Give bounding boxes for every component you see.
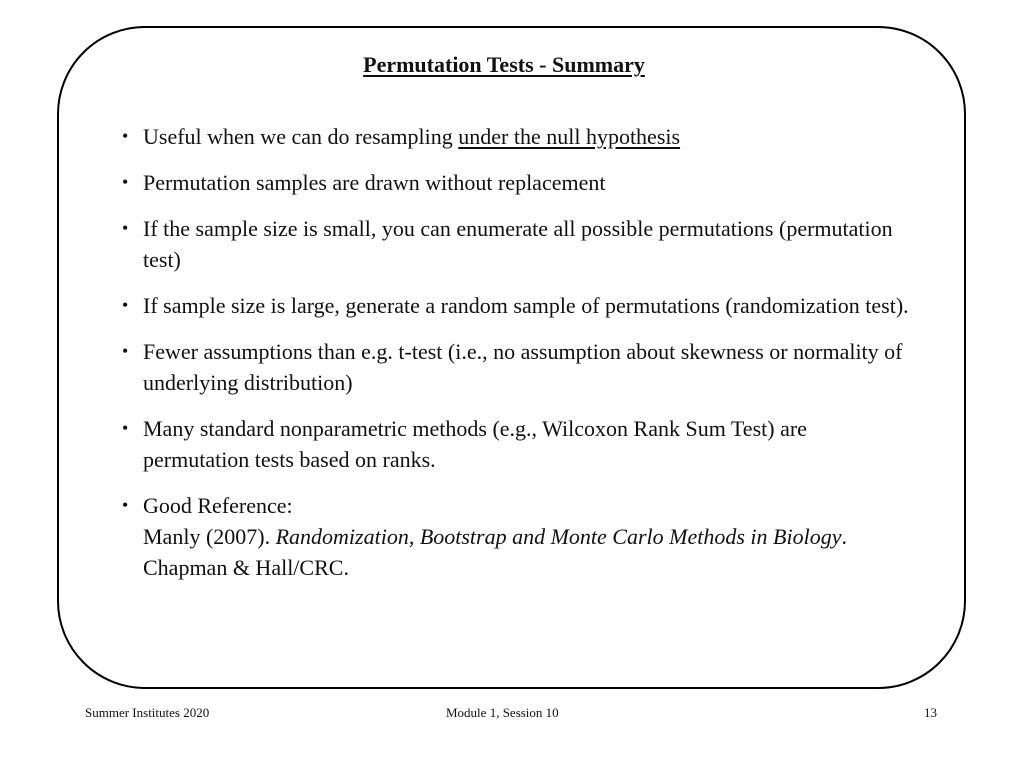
bullet-text: If sample size is large, generate a random sample of permutations (randomization test). [143,293,909,318]
bullet-dot-icon: • [122,218,129,238]
bullet-text: Permutation samples are drawn without replacement [143,170,606,195]
bullet-list [120,121,910,598]
reference-author: Manly (2007). [143,524,276,549]
reference-publisher: . Chapman & Hall/CRC. [143,524,847,580]
reference-heading: Good Reference: [143,493,293,518]
footer-institute: Summer Institutes 2020 [85,705,210,720]
bullet-text: If the sample size is small, you can enumerate all possible permutations (permutation test) [143,216,893,272]
bullet-dot-icon: • [122,418,129,438]
bullet-item [120,167,910,198]
footer-session: Module 1, Session 10 [446,705,559,720]
footer-page-number: 13 [924,705,937,720]
bullet-dot-icon: • [122,295,129,315]
bullet-dot-icon: • [122,341,129,361]
bullet-dot-icon: • [122,126,129,146]
bullet-dot-icon: • [122,172,129,192]
slide-title: Permutation Tests - Summary [363,52,645,77]
bullet-item [120,336,910,398]
bullet-underlined-text: under the null hypothesis [458,124,681,149]
bullet-item [120,121,910,152]
bullet-text: Many standard nonparametric methods (e.g., Wilcoxon Rank Sum Test) are permutation tests based on ranks. [143,416,807,472]
bullet-item-reference [120,490,910,583]
bullet-dot-icon: • [122,495,129,515]
bullet-text: Useful when we can do resampling [143,124,459,149]
bullet-text: Fewer assumptions than e.g. t-test (i.e., no assumption about skewness or normality of underlying distribution) [143,339,903,395]
bullet-item [120,290,910,321]
bullet-item [120,413,910,475]
reference-book-title: Randomization, Bootstrap and Monte Carlo Methods in Biology [275,524,842,549]
bullet-item [120,213,910,275]
